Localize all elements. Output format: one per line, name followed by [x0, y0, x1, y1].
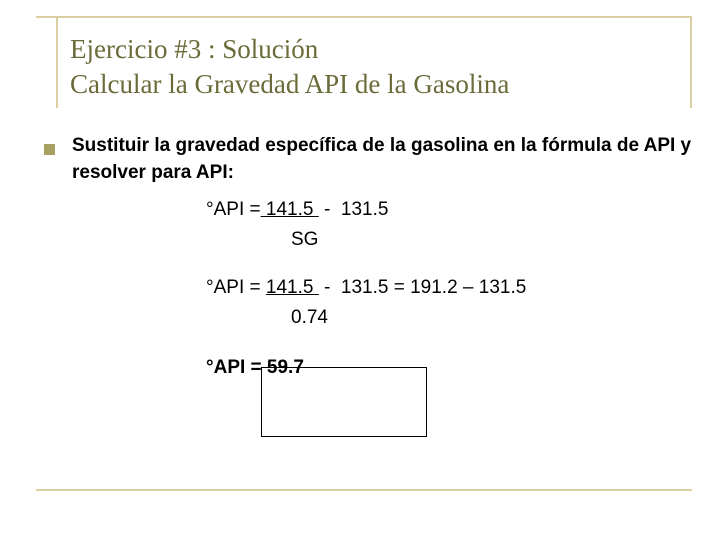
formula-2-result: = 191.2 – 131.5 [393, 277, 527, 298]
frame-top-line [36, 16, 692, 18]
frame-left-line [56, 16, 58, 108]
formula-1-numerator: 141.5 [265, 199, 314, 220]
formula-2-minus: - [324, 277, 331, 298]
formula-1-lhs: °API = [206, 199, 261, 220]
square-bullet-icon [44, 144, 55, 155]
title-line-2: Calcular la Gravedad API de la Gasolina [70, 69, 510, 99]
slide-title [70, 32, 509, 102]
bullet-text: Sustituir la gravedad específica de la gasolina en la fórmula de API y resolver para API: [72, 135, 692, 183]
answer-text: °API = 59.7 [206, 357, 304, 378]
formula-2-subtrahend: 131.5 [340, 277, 389, 298]
frame-bottom-line [36, 489, 692, 491]
frame-right-line [690, 16, 692, 108]
formula-2-numerator: 141.5 [265, 277, 314, 298]
formula-1-denominator: SG [291, 229, 319, 250]
formula-1-subtrahend: 131.5 [340, 199, 389, 220]
formula-2-lhs: °API = [206, 277, 261, 298]
title-line-1: Ejercicio #3 : Solución [70, 34, 319, 64]
formula-1-minus: - [324, 199, 331, 220]
formula-2-line [206, 276, 526, 300]
formula-1-line [206, 198, 388, 222]
formula-2-denominator: 0.74 [291, 307, 328, 328]
